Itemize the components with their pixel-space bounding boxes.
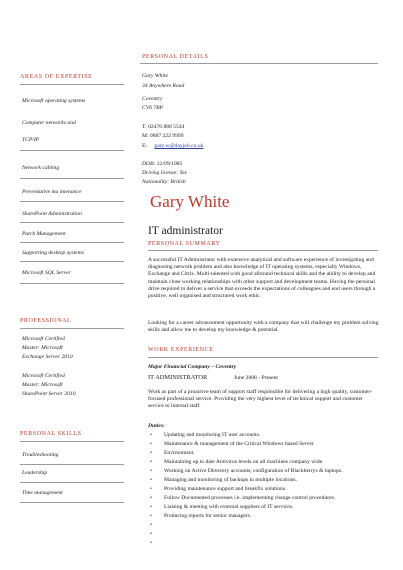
duty-item: • Producing reports for senior managers. — [150, 513, 252, 519]
expertise-item: Microsoft operating systems — [22, 98, 86, 104]
expertise-item: Supporting desktop systems — [22, 250, 84, 256]
duty-item: • Maintaining up to date Antivirus levels on all machines company wide. — [150, 459, 324, 465]
personal-details-heading: PERSONAL DETAILS — [142, 54, 209, 60]
duty-item: • — [150, 522, 152, 528]
expertise-item: Computer networks and — [22, 120, 76, 126]
divider — [20, 261, 124, 262]
duties-label: Duties: — [148, 423, 165, 429]
divider — [20, 328, 124, 329]
divider — [20, 464, 124, 465]
employment-dates: June 2008 - Present — [234, 375, 278, 381]
email-label: E: — [142, 143, 147, 149]
divider — [20, 178, 124, 179]
expertise-item: Patch Management — [22, 231, 66, 237]
personal-summary-heading: PERSONAL SUMMARY — [148, 241, 221, 247]
expertise-item: Network cabling — [22, 165, 60, 171]
professional-heading: PROFESSIONAL — [20, 318, 72, 324]
divider — [20, 222, 124, 223]
mobile: M: 0887 222 9999 — [142, 133, 184, 139]
personal-skills-heading: PERSONAL SKILLS — [20, 431, 82, 437]
certification-line: SharePoint Server 2010 — [22, 391, 76, 397]
duty-item: • — [150, 540, 152, 546]
divider — [20, 84, 124, 85]
work-experience-heading: WORK EXPERIENCE — [148, 347, 214, 353]
candidate-name: Gary White — [150, 192, 230, 211]
duty-item: • Working on Active Directory accounts, configuration of Blackberrys & laptops. — [150, 468, 343, 474]
areas-of-expertise-heading: AREAS OF EXPERTISE — [20, 74, 93, 80]
expertise-item: Preventative ma intenance — [22, 189, 82, 195]
certification-line: Microsoft Certified — [22, 336, 65, 342]
address-line: Coventry — [142, 96, 163, 102]
address-line: Gary White — [142, 73, 168, 79]
divider — [148, 250, 378, 251]
divider — [20, 242, 124, 243]
expertise-item: SharePoint Administration — [22, 211, 82, 217]
skill-item: Leadership — [22, 470, 48, 476]
divider — [20, 502, 124, 503]
duty-item: • Providing maintenance support and breakfix solutions. — [150, 486, 287, 492]
job-title: IT administrator — [148, 225, 223, 237]
work-description: Work as part of a proactive team of support staff responsible for delivering a high quality, customer-focused professional service. Providing the very highest level of technical support and customer service to internal staff. — [148, 389, 373, 410]
certification-line: Master: Microsoft — [22, 345, 63, 351]
divider — [20, 201, 124, 202]
duty-item: • Follow Documented processes i.e. implementing change control procedures. — [150, 495, 336, 501]
duty-item: • Updating and monitoring IT user accounts. — [150, 432, 261, 438]
duty-item: • Liaising & meeting with external suppliers of IT services. — [150, 504, 294, 510]
duty-item: • — [150, 531, 152, 537]
divider — [20, 482, 124, 483]
telephone: T: 02476 888 5544 — [142, 124, 185, 130]
address-line: CV6 7BP — [142, 105, 163, 111]
skill-item: Time management — [22, 490, 63, 496]
driving-license: Driving license: Yes — [142, 170, 187, 176]
summary-paragraph: A successful IT Administrator with extensive analytical and software experience of investigating and diagnosing network problem and also knowledge of IT operating systems, especially Windows, Exchange and Citrix. Multi-talented with good allround technical skills and the ability to develop and maintain close working relationships with other support and development teams. Having the personal drive required to deliver a service that exceeds the expectations of colleagues and end users through a positive, well organised and structured work ethic. — [148, 257, 376, 300]
expertise-item: Microsoft SQL Server — [22, 270, 71, 276]
expertise-item: TCP/IP — [22, 137, 40, 143]
skill-item: Troubleshooting — [22, 452, 59, 458]
role-title: IT ADMINISTRATOR — [148, 374, 208, 381]
email-link[interactable]: gary.w@dayjob.co.uk — [154, 143, 204, 149]
divider — [20, 283, 124, 284]
divider — [20, 441, 124, 442]
company-name: Major Financial Company – Coventry — [148, 364, 237, 370]
summary-paragraph: Looking for a career advancement opportunity with a company that will challenge my problem solving skills and allow me to develop my knowledge & potential. — [148, 320, 379, 334]
divider — [148, 357, 378, 358]
certification-line: Exchange Server 2010 — [22, 354, 73, 360]
duty-item: • Environment. — [150, 450, 195, 456]
certification-line: Master: Microsoft — [22, 382, 63, 388]
address-line: 34 Anywhere Road — [142, 83, 185, 89]
dob: DOB: 12/09/1985 — [142, 161, 183, 167]
divider — [140, 63, 378, 64]
certification-line: Microsoft Certified — [22, 373, 65, 379]
duty-item: • Maintenance & management of the Critical Windows based Server — [150, 441, 314, 447]
email-row — [142, 143, 203, 149]
duty-item: • Managing and monitoring of backups in multiple locations. — [150, 477, 297, 483]
nationality: Nationality: British — [142, 179, 186, 185]
divider — [20, 150, 124, 151]
